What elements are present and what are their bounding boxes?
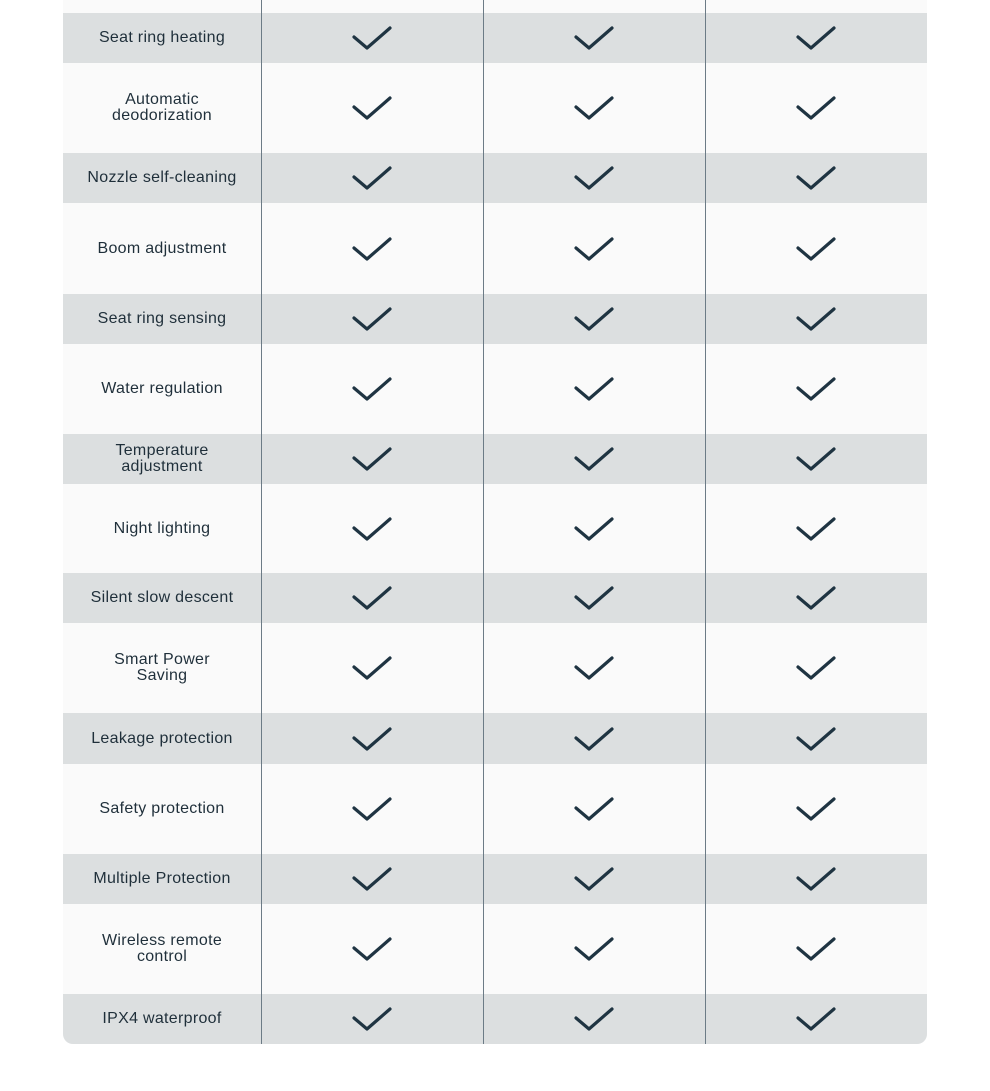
check-icon bbox=[796, 25, 836, 51]
check-cell bbox=[705, 13, 927, 63]
check-icon bbox=[352, 95, 392, 121]
column-divider bbox=[483, 0, 484, 1044]
check-cell bbox=[483, 573, 705, 623]
check-cell bbox=[705, 294, 927, 344]
check-icon bbox=[352, 585, 392, 611]
feature-label: Seat ring sensing bbox=[97, 310, 227, 327]
check-icon bbox=[796, 516, 836, 542]
check-icon bbox=[796, 585, 836, 611]
check-cell bbox=[261, 294, 483, 344]
check-cell bbox=[261, 344, 483, 434]
table-row bbox=[63, 203, 927, 294]
check-icon bbox=[574, 95, 614, 121]
check-cell bbox=[261, 623, 483, 713]
check-icon bbox=[574, 655, 614, 681]
feature-label: Multiple Protection bbox=[93, 870, 231, 887]
check-cell bbox=[483, 434, 705, 484]
table-row bbox=[63, 63, 927, 153]
check-icon bbox=[574, 165, 614, 191]
check-cell bbox=[483, 294, 705, 344]
check-icon bbox=[574, 726, 614, 752]
check-icon bbox=[352, 165, 392, 191]
comparison-table bbox=[63, 0, 927, 1044]
check-cell bbox=[483, 904, 705, 994]
table-row bbox=[63, 153, 927, 203]
check-icon bbox=[796, 165, 836, 191]
check-cell bbox=[483, 854, 705, 904]
check-cell bbox=[261, 484, 483, 573]
check-cell bbox=[483, 484, 705, 573]
check-cell bbox=[705, 713, 927, 764]
column-divider bbox=[261, 0, 262, 1044]
feature-label: Night lighting bbox=[113, 519, 211, 537]
check-icon bbox=[352, 726, 392, 752]
check-cell bbox=[705, 994, 927, 1044]
table-row bbox=[63, 344, 927, 434]
check-icon bbox=[796, 376, 836, 402]
check-cell bbox=[483, 713, 705, 764]
check-icon bbox=[574, 1006, 614, 1032]
check-icon bbox=[796, 866, 836, 892]
check-icon bbox=[796, 95, 836, 121]
table-row bbox=[63, 994, 927, 1044]
column-divider bbox=[705, 0, 706, 1044]
check-cell bbox=[261, 904, 483, 994]
check-icon bbox=[352, 796, 392, 822]
check-cell bbox=[261, 13, 483, 63]
table-row bbox=[63, 904, 927, 994]
check-cell bbox=[261, 203, 483, 294]
check-cell bbox=[705, 573, 927, 623]
check-cell bbox=[261, 764, 483, 854]
check-cell bbox=[705, 203, 927, 294]
feature-label: Safety protection bbox=[99, 800, 225, 817]
table-row bbox=[63, 713, 927, 764]
check-cell bbox=[705, 63, 927, 153]
feature-label: IPX4 waterproof bbox=[102, 1010, 222, 1027]
check-cell bbox=[261, 994, 483, 1044]
feature-label: Temperature adjustment bbox=[115, 442, 209, 475]
check-cell bbox=[705, 854, 927, 904]
feature-label: Boom adjustment bbox=[97, 239, 227, 257]
table-row bbox=[63, 294, 927, 344]
check-cell bbox=[483, 203, 705, 294]
feature-label: Silent slow descent bbox=[90, 589, 234, 606]
check-icon bbox=[352, 306, 392, 332]
feature-label: Smart Power Saving bbox=[114, 651, 210, 684]
check-icon bbox=[352, 376, 392, 402]
check-icon bbox=[574, 866, 614, 892]
check-icon bbox=[352, 236, 392, 262]
check-cell bbox=[483, 623, 705, 713]
check-cell bbox=[705, 764, 927, 854]
check-cell bbox=[705, 484, 927, 573]
check-cell bbox=[705, 434, 927, 484]
feature-label: Automatic deodorization bbox=[112, 91, 212, 124]
check-icon bbox=[352, 1006, 392, 1032]
check-cell bbox=[261, 63, 483, 153]
check-icon bbox=[574, 306, 614, 332]
check-cell bbox=[483, 764, 705, 854]
check-icon bbox=[574, 25, 614, 51]
check-cell bbox=[705, 344, 927, 434]
check-cell bbox=[705, 153, 927, 203]
check-icon bbox=[796, 306, 836, 332]
check-icon bbox=[352, 25, 392, 51]
check-cell bbox=[261, 713, 483, 764]
check-cell bbox=[483, 13, 705, 63]
feature-label: Seat ring heating bbox=[98, 29, 226, 46]
feature-label: Water regulation bbox=[101, 380, 223, 397]
check-cell bbox=[483, 344, 705, 434]
check-icon bbox=[352, 516, 392, 542]
check-icon bbox=[352, 655, 392, 681]
check-icon bbox=[574, 796, 614, 822]
check-icon bbox=[796, 655, 836, 681]
check-icon bbox=[574, 376, 614, 402]
check-icon bbox=[796, 446, 836, 472]
check-cell bbox=[483, 63, 705, 153]
check-icon bbox=[574, 516, 614, 542]
check-icon bbox=[352, 446, 392, 472]
check-icon bbox=[352, 936, 392, 962]
table-row bbox=[63, 434, 927, 484]
feature-label: Nozzle self-cleaning bbox=[87, 169, 237, 186]
check-icon bbox=[796, 726, 836, 752]
check-icon bbox=[574, 585, 614, 611]
table-row bbox=[63, 623, 927, 713]
table-row bbox=[63, 13, 927, 63]
check-cell bbox=[261, 854, 483, 904]
table-row bbox=[63, 573, 927, 623]
check-cell bbox=[261, 153, 483, 203]
check-cell bbox=[261, 573, 483, 623]
check-cell bbox=[261, 434, 483, 484]
check-icon bbox=[796, 1006, 836, 1032]
table-row bbox=[63, 854, 927, 904]
feature-label: Leakage protection bbox=[91, 729, 233, 747]
check-icon bbox=[574, 446, 614, 472]
check-cell bbox=[483, 994, 705, 1044]
check-icon bbox=[352, 866, 392, 892]
check-cell bbox=[705, 904, 927, 994]
table-row bbox=[63, 764, 927, 854]
check-cell bbox=[483, 153, 705, 203]
check-cell bbox=[705, 623, 927, 713]
check-icon bbox=[574, 236, 614, 262]
table-row bbox=[63, 484, 927, 573]
feature-label: Wireless remote control bbox=[101, 932, 223, 965]
check-icon bbox=[796, 936, 836, 962]
check-icon bbox=[796, 236, 836, 262]
check-icon bbox=[574, 936, 614, 962]
check-icon bbox=[796, 796, 836, 822]
